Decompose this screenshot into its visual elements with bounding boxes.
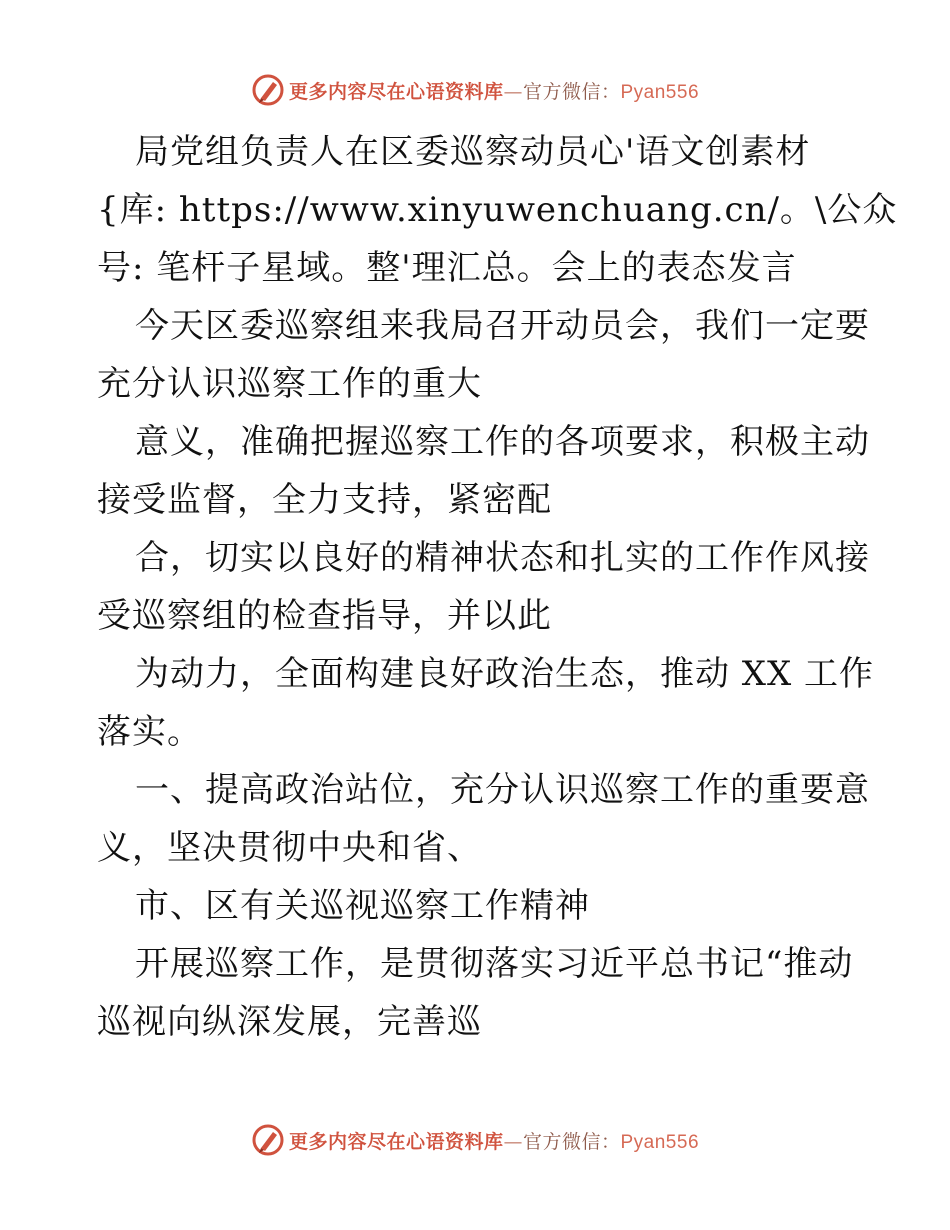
text-line: 落实。 [97, 712, 202, 752]
banner-wechat-id: Pyan556 [620, 1131, 700, 1153]
text-line: 局党组负责人在区委巡察动员心'语文创素材 [135, 132, 811, 172]
text-line: 一、提高政治站位，充分认识巡察工作的重要意 [135, 770, 870, 810]
banner-wechat-id: Pyan556 [620, 81, 700, 103]
banner-dash: — [503, 1130, 523, 1153]
document-body [97, 123, 898, 1051]
footer-banner [0, 1120, 950, 1160]
text-line: 义，坚决贯彻中央和省、 [97, 828, 482, 868]
pen-logo-icon [251, 73, 285, 107]
text-line: 巡视向纵深发展，完善巡 [97, 1002, 482, 1042]
banner-wechat-label: 官方微信： [522, 1130, 621, 1153]
banner-dash: — [503, 80, 523, 103]
text-line: 意义，准确把握巡察工作的各项要求，积极主动 [135, 422, 870, 462]
text-line: {库: https://www.xinyuwenchuang.cn/。\公众 [97, 190, 898, 230]
header-banner [0, 70, 950, 110]
text-line: 充分认识巡察工作的重大 [97, 364, 482, 404]
text-line: 合，切实以良好的精神状态和扎实的工作作风接 [135, 538, 870, 578]
banner-text [289, 1127, 699, 1154]
text-line: 开展巡察工作，是贯彻落实习近平总书记“推动 [135, 944, 854, 984]
text-line: 市、区有关巡视巡察工作精神 [135, 886, 590, 926]
banner-brand: 更多内容尽在心语资料库 [288, 1130, 504, 1153]
pen-logo-icon [251, 1123, 285, 1157]
text-line: 号: 笔杆子星域。整'理汇总。会上的表态发言 [97, 248, 797, 288]
banner-wechat-label: 官方微信： [522, 80, 621, 103]
banner-brand: 更多内容尽在心语资料库 [288, 80, 504, 103]
banner-text [289, 77, 699, 104]
text-line: 为动力，全面构建良好政治生态，推动 XX 工作 [135, 654, 875, 694]
text-line: 今天区委巡察组来我局召开动员会，我们一定要 [135, 306, 870, 346]
text-line: 受巡察组的检查指导，并以此 [97, 596, 552, 636]
text-line: 接受监督，全力支持，紧密配 [97, 480, 552, 520]
